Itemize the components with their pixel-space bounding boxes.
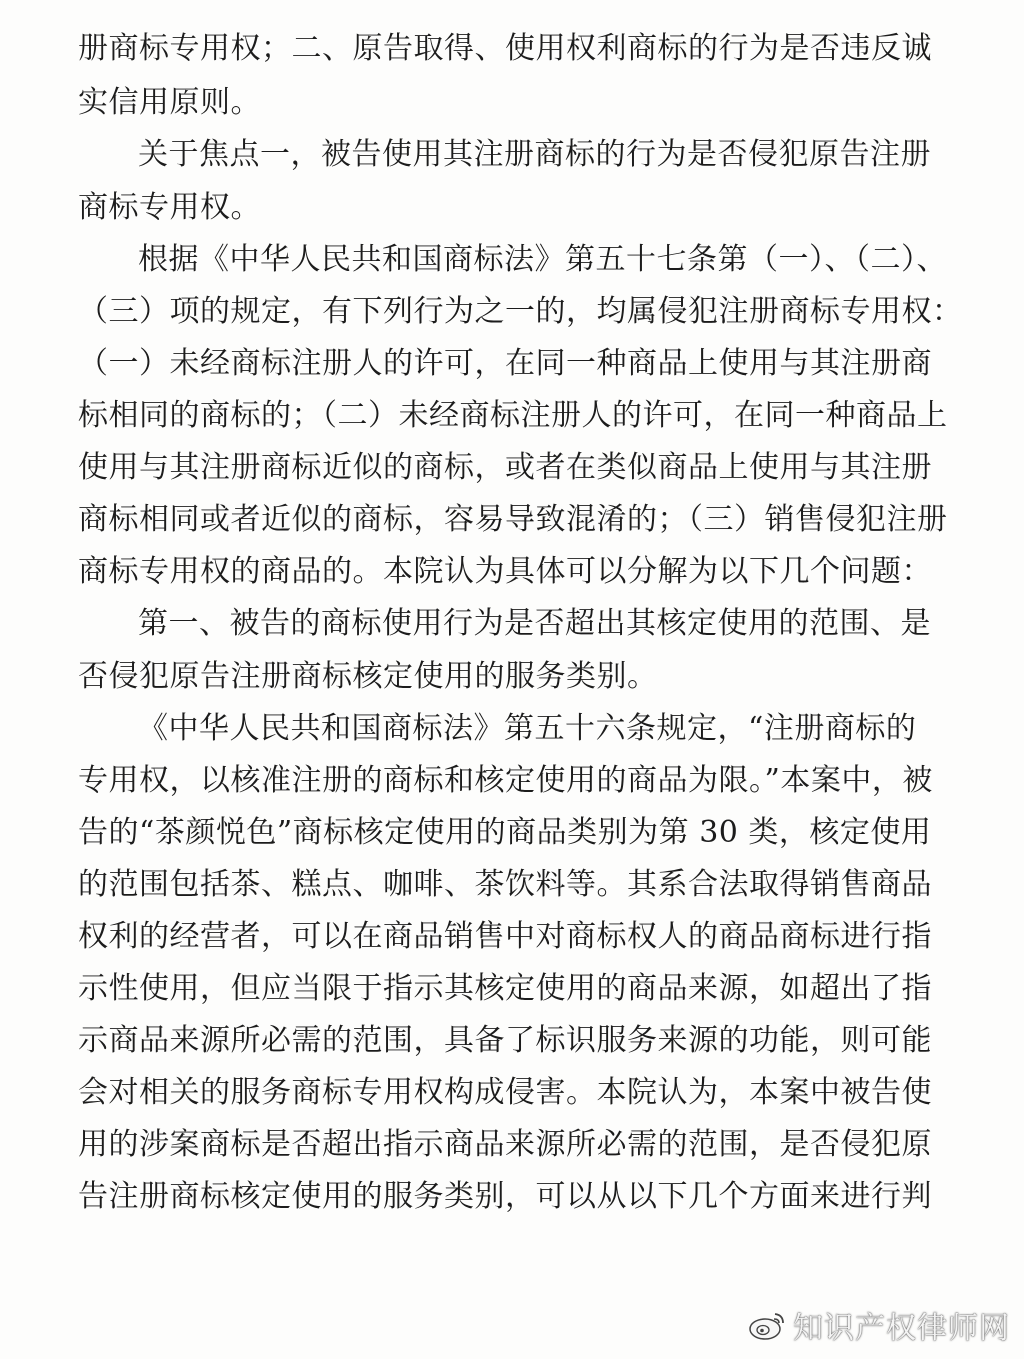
text-line: 否侵犯原告注册商标核定使用的服务类别。 <box>78 659 658 694</box>
text-line: 《中华人民共和国商标法》第五十六条规定，“注册商标的 <box>138 711 917 746</box>
weibo-icon <box>747 1308 787 1342</box>
text-line: 商标专用权。 <box>78 190 261 225</box>
text-line: 专用权，以核准注册的商标和核定使用的商品为限。”本案中，被 <box>78 763 933 798</box>
text-line: 实信用原则。 <box>78 85 261 120</box>
text-line: （三）项的规定，有下列行为之一的，均属侵犯注册商标专用权： <box>78 294 963 329</box>
text-line: 关于焦点一，被告使用其注册商标的行为是否侵犯原告注册 <box>138 137 931 172</box>
text-line: 告注册商标核定使用的服务类别，可以从以下几个方面来进行判 <box>78 1179 932 1214</box>
watermark-text: 知识产权律师网 <box>793 1311 1010 1346</box>
text-line: 使用与其注册商标近似的商标，或者在类似商品上使用与其注册 <box>78 450 932 485</box>
text-line: 告的“茶颜悦色”商标核定使用的商品类别为第 30 类，核定使用 <box>78 815 932 850</box>
text-line: 标相同的商标的；（二）未经商标注册人的许可，在同一种商品上 <box>78 398 948 433</box>
text-line: （一）未经商标注册人的许可，在同一种商品上使用与其注册商 <box>78 346 932 381</box>
text-line: 示性使用，但应当限于指示其核定使用的商品来源，如超出了指 <box>78 971 932 1006</box>
text-line: 根据《中华人民共和国商标法》第五十七条第（一）、（二）、 <box>138 242 947 277</box>
text-line: 会对相关的服务商标专用权构成侵害。本院认为，本案中被告使 <box>78 1075 932 1110</box>
text-line: 商标相同或者近似的商标，容易导致混淆的；（三）销售侵犯注册 <box>78 502 948 537</box>
text-line: 示商品来源所必需的范围，具备了标识服务来源的功能，则可能 <box>78 1023 932 1058</box>
text-line: 的范围包括茶、糕点、咖啡、茶饮料等。其系合法取得销售商品 <box>78 867 932 902</box>
text-line: 商标专用权的商品的。本院认为具体可以分解为以下几个问题： <box>78 554 932 589</box>
watermark <box>747 1303 1010 1347</box>
text-line: 权利的经营者，可以在商品销售中对商标权人的商品商标进行指 <box>78 919 932 954</box>
text-line: 用的涉案商标是否超出指示商品来源所必需的范围，是否侵犯原 <box>78 1127 932 1162</box>
text-line: 第一、被告的商标使用行为是否超出其核定使用的范围、是 <box>138 606 931 641</box>
text-line: 册商标专用权；二、原告取得、使用权利商标的行为是否违反诚 <box>78 31 932 66</box>
